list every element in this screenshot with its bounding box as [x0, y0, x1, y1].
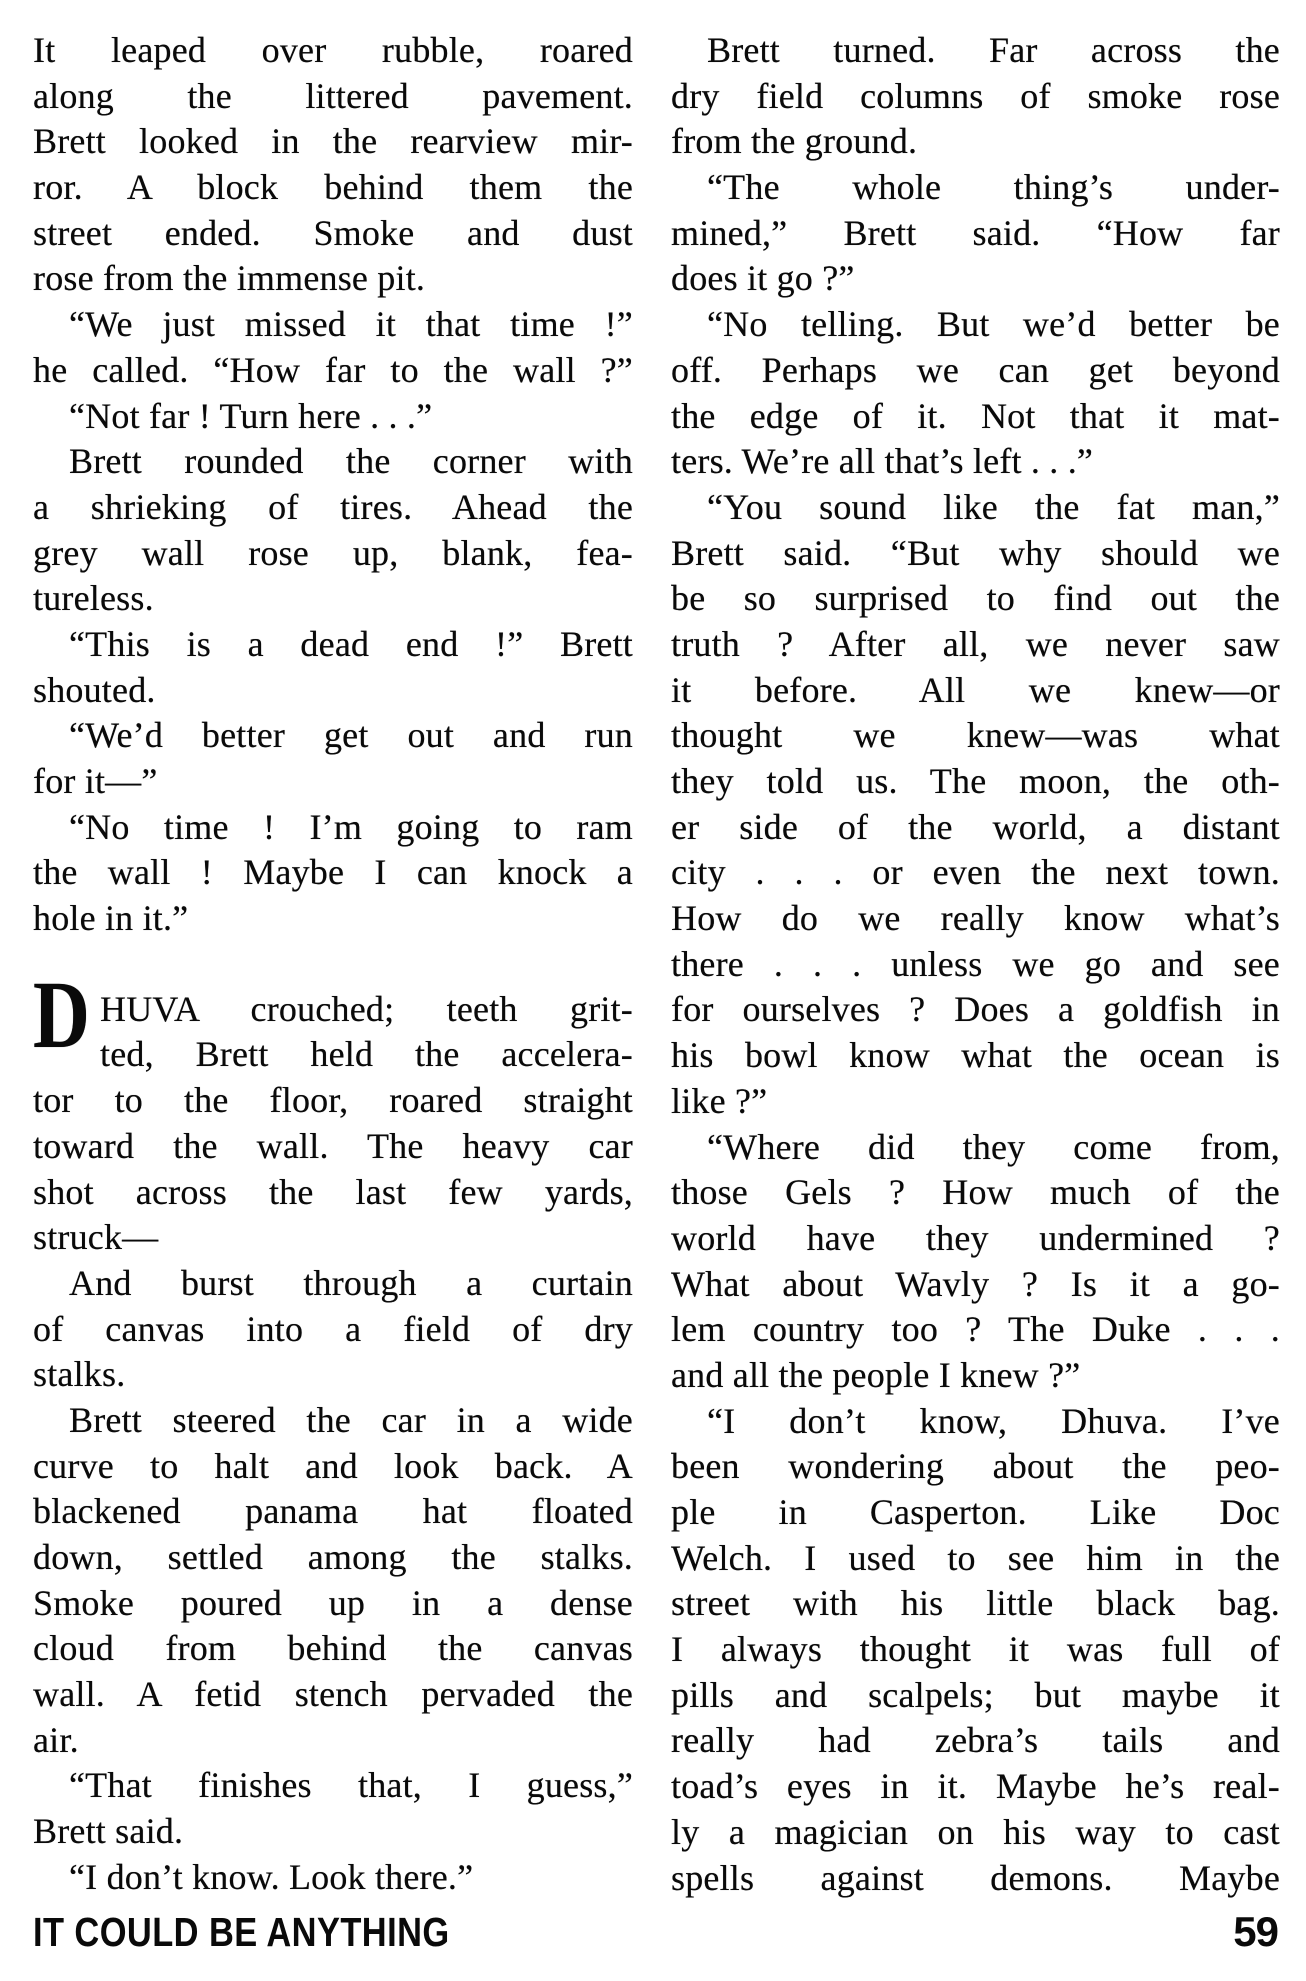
text-line: a shrieking of tires. Ahead the — [33, 486, 633, 527]
text-line: ror. A block behind them the — [33, 167, 633, 208]
text-line: “I don’t know. Look there.” — [69, 1856, 474, 1897]
text-line: really had zebra’s tails and — [671, 1720, 1280, 1761]
text-line: blackened panama hat floated — [33, 1491, 633, 1532]
text-line: Brett said. — [33, 1811, 184, 1852]
text-line: Brett said. “But why should we — [671, 532, 1280, 573]
text-line: toward the wall. The heavy car — [33, 1125, 633, 1166]
page-number: 59 — [1233, 1908, 1278, 1955]
paragraph — [671, 165, 1280, 302]
text-line: be so surprised to find out the — [671, 578, 1280, 619]
text-line: Brett turned. Far across the — [707, 30, 1280, 70]
text-line: “You sound like the fat man,” — [707, 486, 1280, 527]
paragraph — [671, 1125, 1280, 1399]
paragraph — [671, 485, 1280, 1125]
text-line: along the littered pavement. — [33, 75, 633, 116]
text-line: cloud from behind the canvas — [33, 1628, 633, 1669]
left-column — [33, 28, 633, 1901]
text-line: hole in it.” — [33, 898, 189, 939]
text-line: those Gels ? How much of the — [671, 1172, 1280, 1213]
text-line: “No time ! I’m going to ram — [69, 806, 633, 847]
paragraph — [33, 1855, 633, 1901]
text-line: “We’d better get out and run — [69, 715, 633, 756]
text-line: from the ground. — [671, 121, 918, 162]
text-line: ple in Casperton. Like Doc — [671, 1492, 1280, 1532]
text-line: “That finishes that, I guess,” — [69, 1765, 633, 1806]
text-line: the edge of it. Not that it mat- — [671, 395, 1280, 436]
text-line: the wall ! Maybe I can knock a — [33, 852, 633, 893]
paragraph — [33, 302, 633, 393]
text-line: tor to the floor, roared straight — [33, 1080, 633, 1121]
text-line: for it—” — [33, 761, 158, 801]
text-line: and all the people I knew ?” — [671, 1354, 1081, 1395]
text-line: down, settled among the stalks. — [33, 1537, 633, 1577]
text-line: does it go ?” — [671, 258, 855, 299]
text-line: shouted. — [33, 669, 156, 710]
text-line: he called. “How far to the wall ?” — [33, 349, 633, 390]
text-line: his bowl know what the ocean is — [671, 1035, 1280, 1076]
text-line: What about Wavly ? Is it a go- — [671, 1263, 1280, 1304]
text-line: How do we really know what’s — [671, 898, 1280, 939]
text-line: pills and scalpels; but maybe it — [671, 1674, 1280, 1715]
text-line: wall. A fetid stench pervaded the — [33, 1674, 633, 1715]
paragraph — [671, 28, 1280, 165]
text-line: struck— — [33, 1217, 159, 1258]
text-line: ted, Brett held the accelera- — [100, 1034, 633, 1075]
text-line: grey wall rose up, blank, fea- — [33, 532, 633, 573]
paragraph — [671, 1399, 1280, 1902]
paragraph — [33, 439, 633, 622]
text-line: I always thought it was full of — [671, 1629, 1280, 1670]
text-line: It leaped over rubble, roared — [33, 30, 633, 70]
text-line: street with his little black bag. — [671, 1583, 1280, 1624]
text-line: toad’s eyes in it. Maybe he’s real- — [671, 1766, 1280, 1807]
text-line: lem country too ? The Duke . . . — [671, 1309, 1280, 1350]
text-line: “No telling. But we’d better be — [707, 304, 1280, 345]
paragraph — [33, 1398, 633, 1764]
paragraph — [33, 1261, 633, 1398]
paragraph — [33, 713, 633, 804]
text-line: dry field columns of smoke rose — [671, 75, 1280, 116]
text-line: for ourselves ? Does a goldfish in — [671, 989, 1280, 1030]
text-line: ters. We’re all that’s left . . .” — [671, 441, 1094, 482]
text-line: city . . . or even the next town. — [671, 852, 1280, 893]
running-title: IT COULD BE ANYTHING — [33, 1909, 450, 1955]
text-line: street ended. Smoke and dust — [33, 212, 633, 253]
text-line: truth ? After all, we never saw — [671, 623, 1280, 664]
text-line: world have they undermined ? — [671, 1217, 1280, 1258]
text-line: stalks. — [33, 1354, 126, 1395]
text-line: Welch. I used to see him in the — [671, 1537, 1280, 1578]
paragraph — [33, 1763, 633, 1854]
paragraph — [33, 805, 633, 942]
text-line: “Not far ! Turn here . . .” — [69, 395, 433, 436]
paragraph — [33, 28, 633, 302]
text-line: “This is a dead end !” Brett — [69, 623, 633, 664]
text-line: curve to halt and look back. A — [33, 1445, 633, 1486]
drop-cap: D — [33, 960, 90, 1068]
text-line: of canvas into a field of dry — [33, 1308, 633, 1349]
text-line: “We just missed it that time !” — [69, 304, 633, 345]
text-line: rose from the immense pit. — [33, 258, 426, 299]
text-line: Smoke poured up in a dense — [33, 1582, 633, 1623]
text-line: Brett steered the car in a wide — [69, 1399, 633, 1440]
text-line: And burst through a curtain — [69, 1262, 633, 1303]
text-line: off. Perhaps we can get beyond — [671, 349, 1280, 390]
text-line: er side of the world, a distant — [671, 806, 1280, 847]
right-column — [671, 28, 1280, 1901]
paragraph — [33, 394, 633, 440]
text-line: “Where did they come from, — [707, 1126, 1280, 1167]
page-footer — [33, 1909, 1278, 1955]
text-line: spells against demons. Maybe — [671, 1857, 1280, 1898]
text-line: it before. All we knew—or — [671, 669, 1280, 710]
text-line: they told us. The moon, the oth- — [671, 761, 1280, 801]
text-line: HUVA crouched; teeth grit- — [100, 988, 633, 1029]
text-line: “The whole thing’s under- — [707, 167, 1280, 208]
text-line: air. — [33, 1719, 79, 1760]
text-line: been wondering about the peo- — [671, 1446, 1280, 1487]
text-line: “I don’t know, Dhuva. I’ve — [707, 1400, 1280, 1441]
text-line: shot across the last few yards, — [33, 1171, 633, 1212]
text-line: Brett looked in the rearview mir- — [33, 121, 633, 162]
dropcap-paragraph — [33, 960, 633, 1261]
section-break — [33, 942, 633, 987]
text-line: thought we knew—was what — [671, 715, 1280, 756]
text-line: tureless. — [33, 578, 154, 619]
text-line: Brett rounded the corner with — [69, 441, 633, 482]
paragraph — [671, 302, 1280, 485]
text-line: ly a magician on his way to cast — [671, 1811, 1280, 1852]
text-line: there . . . unless we go and see — [671, 943, 1280, 984]
paragraph — [33, 622, 633, 713]
text-line: like ?” — [671, 1080, 768, 1121]
text-line: mined,” Brett said. “How far — [671, 212, 1280, 253]
